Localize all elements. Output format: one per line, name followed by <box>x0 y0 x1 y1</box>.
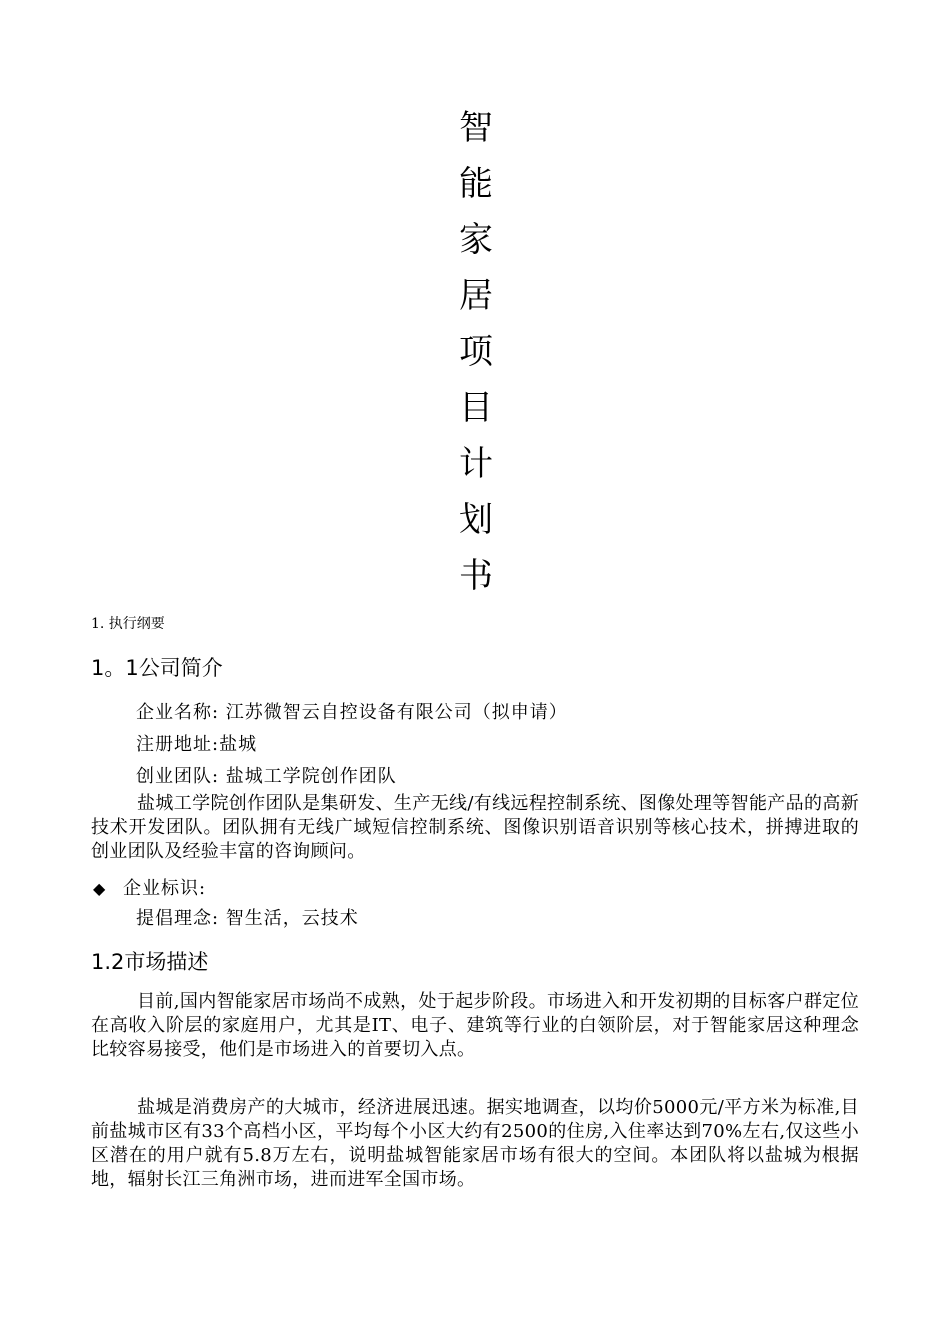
team-description-paragraph <box>91 792 859 864</box>
heading-company-intro: 1。1公司简介 <box>91 656 223 680</box>
diamond-bullet-icon: ◆ <box>93 879 107 898</box>
title-char: 居 <box>459 276 493 316</box>
title-char: 智 <box>459 108 493 148</box>
title-char: 目 <box>459 388 493 428</box>
title-char: 计 <box>459 444 493 484</box>
market-paragraph-1-text: 目前,国内智能家居市场尚不成熟，处于起步阶段。市场进入和开发初期的目标客户群定位在高收入阶层的家庭用户，尤其是IT、电子、建筑等行业的白领阶层，对于智能家居这种理念比较容易接受，他们是市场进入的首要切入点。 <box>91 991 859 1060</box>
market-paragraph-1 <box>91 990 859 1062</box>
title-char: 书 <box>459 556 493 596</box>
market-paragraph-2-text: 盐城是消费房产的大城市，经济进展迅速。据实地调查，以均价5000元/平方米为标准,目前盐城市区有33个高档小区，平均每个小区大约有2500的住房,入住率达到70%左右,仅这些小区潜在的用户就有5.8万左右，说明盐城智能家居市场有很大的空间。本团队将以盐城为根据地，辐射长江三角洲市场，进而进军全国市场。 <box>91 1097 859 1190</box>
title-char: 项 <box>459 332 493 372</box>
startup-team-line: 创业团队: 盐城工学院创作团队 <box>136 766 397 787</box>
philosophy-line: 提倡理念: 智生活，云技术 <box>136 908 359 929</box>
market-paragraph-2 <box>91 1096 859 1192</box>
company-name-line: 企业名称: 江苏微智云自控设备有限公司（拟申请） <box>136 702 568 723</box>
title-char: 家 <box>459 220 493 260</box>
document-title <box>452 100 500 604</box>
identity-label: 企业标识: <box>123 878 207 899</box>
section-label-executive-summary: 1. 执行纲要 <box>91 616 165 632</box>
title-char: 划 <box>459 500 493 540</box>
title-char: 能 <box>459 164 493 204</box>
team-description-text: 盐城工学院创作团队是集研发、生产无线/有线远程控制系统、图像处理等智能产品的高新技术开发团队。团队拥有无线广域短信控制系统、图像识别语音识别等核心技术，拼搏进取的创业团队及经验丰富的咨询顾问。 <box>91 793 859 862</box>
heading-market-description: 1.2市场描述 <box>91 950 209 974</box>
identity-bullet-line <box>93 874 206 900</box>
registered-address-line: 注册地址:盐城 <box>136 734 258 755</box>
